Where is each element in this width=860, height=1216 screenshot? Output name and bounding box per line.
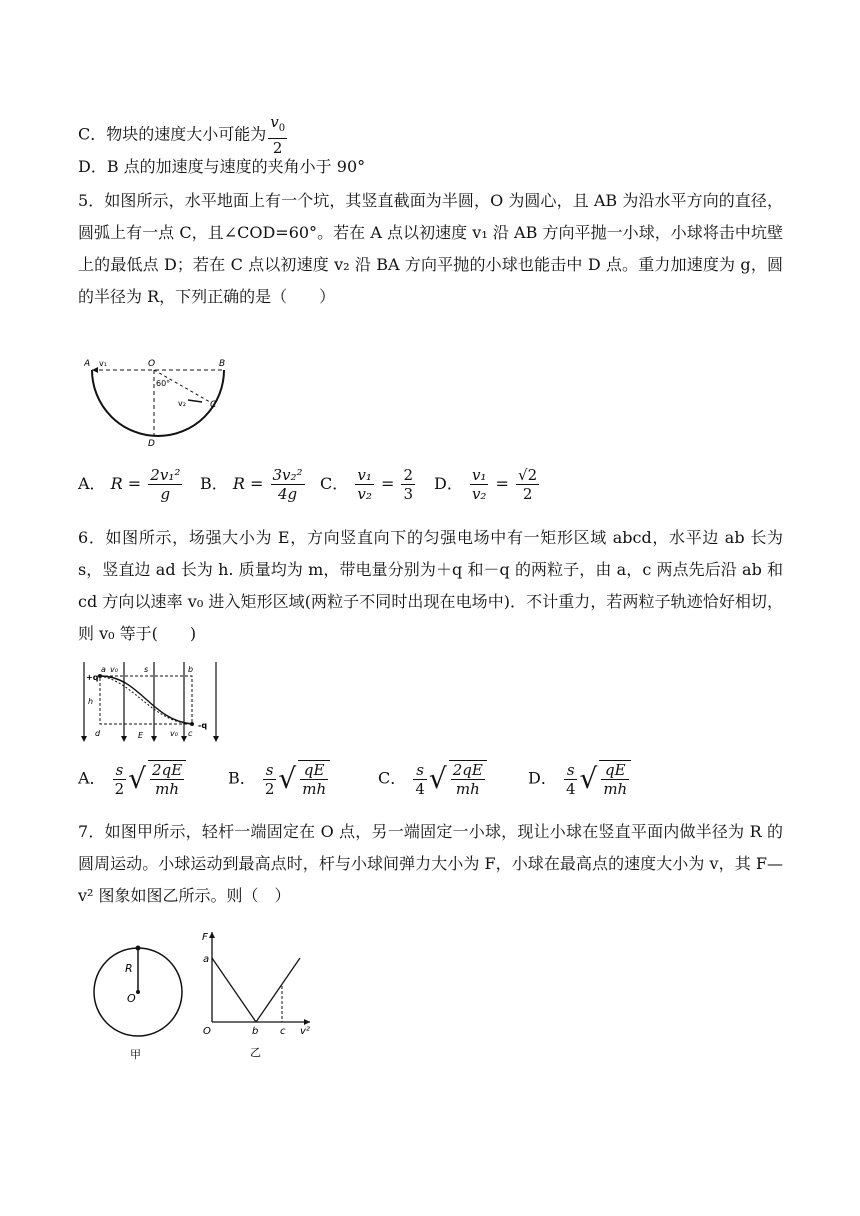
q6-option-c: C． $\frac{s}{4}$ √ $\frac{2qE}{mh}$	[378, 760, 487, 798]
q7-fig-jia-label-r: R	[125, 962, 133, 975]
q7-fig-jia-label-o: O	[127, 992, 136, 1005]
q6-fig-label-s: s	[144, 665, 149, 674]
q5-fig-label-v2: v₂	[178, 399, 186, 408]
q6-fig-label-plus-q: +q	[86, 673, 99, 682]
q5-option-a: A． R = $\frac{\text{2v₁²}}{g}$	[78, 466, 181, 503]
q6-fig-label-a: a	[101, 665, 106, 674]
q5-fig-label-d: D	[148, 439, 155, 446]
q7-figure-yi	[198, 928, 318, 1062]
q6-figure	[80, 660, 222, 744]
q6-fig-label-v0-bottom: v₀	[170, 729, 178, 738]
q4-option-c-text: C．物块的速度大小可能为	[78, 124, 267, 144]
q7-fig-yi-label-o: O	[203, 1026, 211, 1037]
q5-question-text: 5．如图所示，水平地面上有一个坑，其竖直截面为半圆，O 为圆心，且 AB 为沿水平方向的直径，圆弧上有一点 C，且∠COD=60°。若在 A 点以初速度 v₁ 沿 AB 方向平抛一小球，小球将击中坑壁上的最低点 D；若在 C 点以初速度 v₂ 沿 BA 方向平抛的小球也能击中 D 点。重力加速度为 g，圆的半径为 R，下列正确的是（ ）	[78, 191, 783, 306]
q4-option-c	[78, 113, 289, 157]
q5-fig-label-c: C	[210, 400, 217, 410]
q6-fig-label-minus-q: -q	[198, 721, 208, 730]
q7-figure-jia	[92, 936, 188, 1062]
q6-fig-label-b: b	[188, 665, 194, 674]
q6-option-b: B． $\frac{s}{2}$ √ $\frac{qE}{mh}$	[228, 760, 330, 798]
q7-fig-yi-label-f: F	[202, 932, 208, 943]
q5-fig-label-v1: v₁	[99, 359, 107, 368]
q7-fig-jia-caption: 甲	[130, 1048, 141, 1061]
q5-option-b: B． R = $\frac{\text{3v₂²}}{4g}$	[200, 466, 303, 503]
q7-fig-yi-caption: 乙	[250, 1046, 261, 1059]
q6-option-a: A． $\frac{s}{2}$ √ $\frac{2qE}{mh}$	[78, 760, 186, 798]
q6-fig-label-v0-top: v₀	[110, 665, 118, 674]
q6-question-text: 6．如图所示，场强大小为 E，方向竖直向下的匀强电场中有一矩形区域 abcd，水平边 ab 长为 s，竖直边 ad 长为 h. 质量均为 m，带电量分别为＋q 和－q 的两粒子，由 a，c 两点先后沿 ab 和 cd 方向以速率 v₀ 进入矩形区域(两粒子不同时出现在电场中)．不计重力，若两粒子轨迹恰好相切，则 v₀ 等于( )	[78, 528, 783, 643]
q5-fig-label-b: B	[219, 359, 226, 369]
q6-option-d: D． $\frac{s}{4}$ √ $\frac{qE}{mh}$	[528, 760, 631, 798]
q6-fig-label-h: h	[88, 697, 94, 706]
q5-fig-label-a: A	[84, 359, 91, 369]
q7-fig-yi-label-b: b	[252, 1026, 259, 1037]
q7-fig-yi-label-a: a	[203, 954, 210, 965]
q6-fig-label-c: c	[188, 729, 193, 738]
q4-option-d: D．B 点的加速度与速度的夹角小于 90°	[78, 157, 366, 176]
q7-fig-yi-label-v2: v²	[300, 1026, 310, 1037]
q7-fig-yi-label-c: c	[280, 1026, 286, 1037]
q5-fig-label-o: O	[148, 359, 156, 369]
q5-option-c: C． $\frac{\text{v₁}}{\text{v₂}}$ = $\frac{2}{3}$	[320, 466, 413, 503]
q5-option-d: D． $\frac{\text{v₁}}{\text{v₂}}$ = $\frac{√2}{2}$	[434, 466, 538, 503]
q4-option-c-fraction: $\frac{v_0}{2}$	[270, 113, 286, 157]
q5-fig-label-angle: 60°	[156, 379, 171, 388]
q6-fig-label-d: d	[95, 729, 101, 738]
q7-question-text: 7．如图甲所示，轻杆一端固定在 O 点，另一端固定一小球，现让小球在竖直平面内做半径为 R 的圆周运动。小球运动到最高点时，杆与小球间弹力大小为 F，小球在最高点的速度大小为 v，其 F—v² 图象如图乙所示。则（ ）	[78, 822, 783, 905]
q6-fig-label-e: E	[138, 731, 144, 740]
q5-figure	[84, 356, 234, 446]
